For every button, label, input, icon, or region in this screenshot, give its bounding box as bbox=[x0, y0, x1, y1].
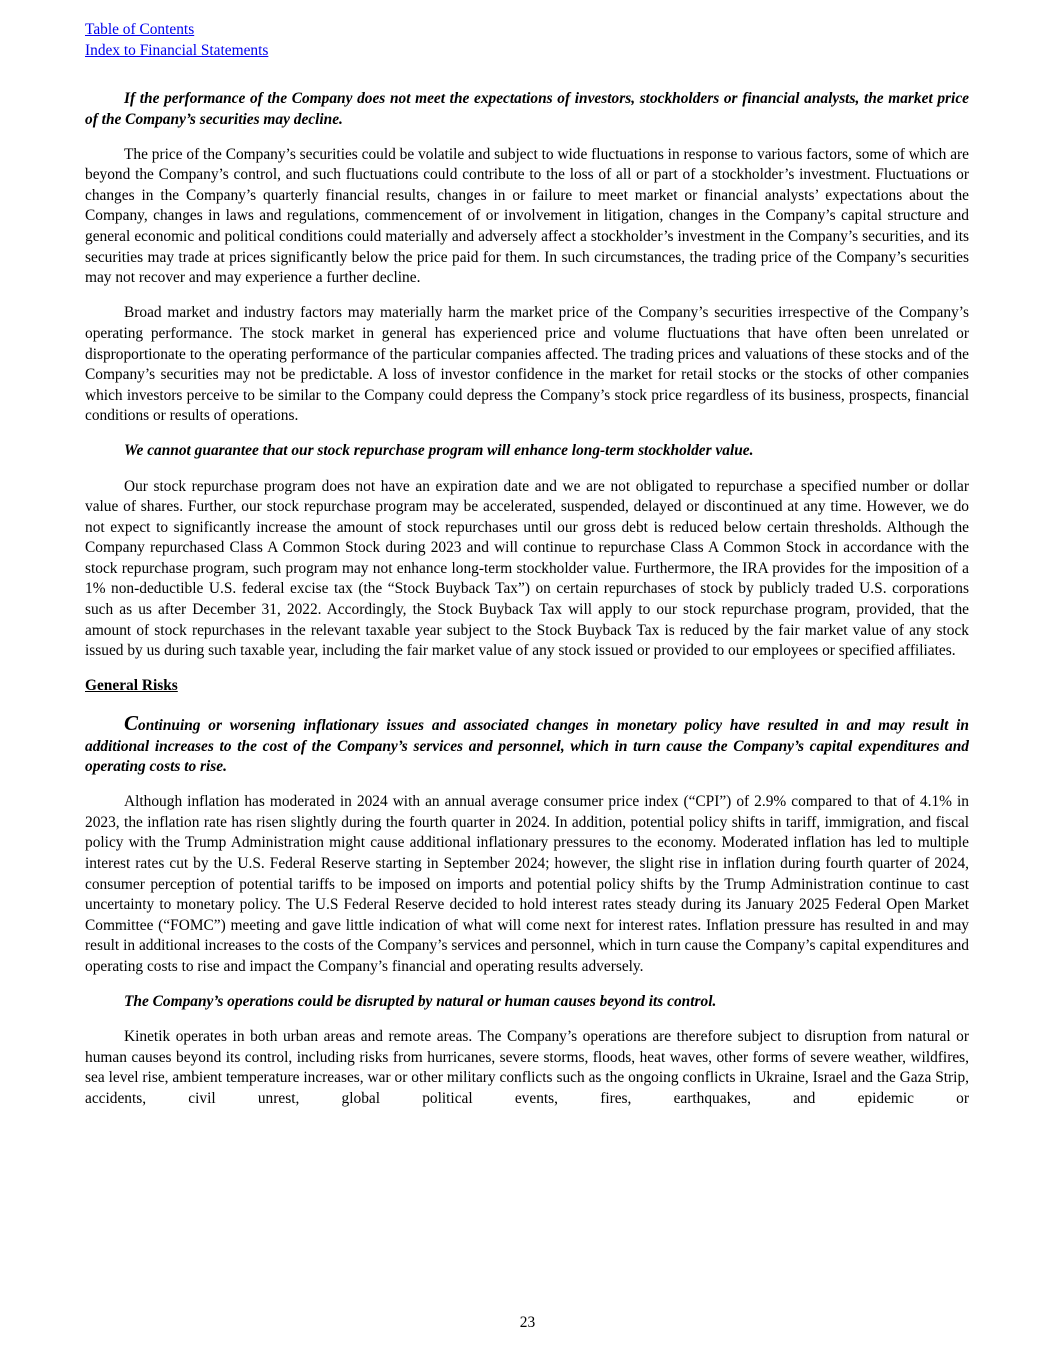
risk-heading-disruption: The Company’s operations could be disrupted by natural or human causes beyond its control. bbox=[124, 993, 717, 1011]
paragraph-price-volatility: The price of the Company’s securities could be volatile and subject to wide fluctuations in response to various factors, some of which are beyond the Company’s control, and such fluctuations could contribute to the loss of all or part of a stockholder’s investment. Fluctuations or changes in the Company’s quarterly financial results, changes in or failure to meet market or financial analysts’ expectations about the Company, changes in laws and regulations, commencement of or involvement in litigation, changes in the Company’s capital structure and general economic and political conditions could materially and adversely affect a stockholder’s investment in the Company’s securities, and its securities may trade at prices significantly below the price paid for them. In such circumstances, the trading price of the Company’s securities may not recover and may experience a further decline. bbox=[85, 145, 969, 287]
index-to-financial-statements-link[interactable]: Index to Financial Statements bbox=[85, 42, 269, 59]
paragraph-disruption: Kinetik operates in both urban areas and remote areas. The Company’s operations are therefore subject to disruption from natural or human causes beyond its control, including risks from hurricanes, severe storms, floods, heat waves, other forms of severe weather, wildfires, sea level rise, ambient temperature increases, war or other military conflicts such as the ongoing conflicts in Ukraine, Israel and the Gaza Strip, accidents, civil unrest, global political events, fires, earthquakes, and epidemic or bbox=[85, 1028, 969, 1107]
heading-text: ontinuing or worsening inflationary issues and associated changes in monetary policy have resulted in and may result in additional increases to the cost of the Company’s services and personnel, which in turn cause the Company’s capital expenditures and operating costs to rise. bbox=[85, 716, 969, 776]
table-of-contents-link[interactable]: Table of Contents bbox=[85, 21, 195, 38]
document-body bbox=[85, 89, 969, 1110]
risk-heading-repurchase: We cannot guarantee that our stock repurchase program will enhance long-term stockholder value. bbox=[124, 442, 754, 460]
navigation-links bbox=[85, 19, 268, 61]
section-title-general-risks: General Risks bbox=[85, 677, 178, 695]
paragraph-repurchase-program: Our stock repurchase program does not have an expiration date and we are not obligated to repurchase a specified number or dollar value of shares. Further, our stock repurchase program may be accelerated, suspended, delayed or discontinued at any time. However, we do not expect to significantly increase the amount of stock repurchases until our gross debt is reduced below certain thresholds. Although the Company repurchased Class A Common Stock during 2023 and will continue to repurchase Class A Common Stock in accordance with the stock repurchase program, such program may not enhance long-term stockholder value. Furthermore, the IRA provides for the imposition of a 1% non-deductible U.S. federal excise tax (the “Stock Buyback Tax”) on certain repurchases of stock by publicly traded U.S. corporations such as us after December 31, 2022. Accordingly, the Stock Buyback Tax will apply to our stock repurchase program, provided, that the amount of stock repurchases in the relevant taxable year subject to the Stock Buyback Tax is reduced by the fair market value of any stock issued by us during such taxable year, including the fair market value of any stock issued or provided to our employees or specified affiliates. bbox=[85, 477, 969, 660]
risk-heading-market-price: If the performance of the Company does not meet the expectations of investors, stockholders or financial analysts, the market price of the Company’s securities may decline. bbox=[85, 90, 969, 128]
drop-letter: C bbox=[124, 710, 139, 735]
page-number: 23 bbox=[519, 1314, 536, 1331]
paragraph-inflation: Although inflation has moderated in 2024 with an annual average consumer price index (“CPI”) of 2.9% compared to that of 4.1% in 2023, the inflation rate has risen slightly during the fourth quarter in 2024. In addition, potential policy shifts in tariff, immigration, and fiscal policy with the Trump Administration might cause additional inflationary pressures to the economy. Moderated inflation has led to multiple interest rates cut by the U.S. Federal Reserve starting in September 2024; however, the slight rise in inflation during fourth quarter of 2024, consumer perception of potential tariffs to be imposed on imports and potential policy shifts by the Trump Administration continue to cast uncertainty to monetary policy. The U.S Federal Reserve decided to hold interest rates steady during its January 2025 Federal Open Market Committee (“FOMC”) meeting and gave little indication of what will come next for interest rates. Inflation pressure has resulted in and may result in additional increases to the costs of the Company’s services and personnel, which in turn cause the Company’s capital expenditures and operating costs to rise and impact the Company’s financial and operating results adversely. bbox=[85, 793, 969, 975]
risk-heading-inflation bbox=[85, 710, 969, 778]
paragraph-broad-market: Broad market and industry factors may materially harm the market price of the Company’s securities irrespective of the Company’s operating performance. The stock market in general has experienced price and volume fluctuations that have often been unrelated or disproportionate to the operating performance of the particular companies affected. The trading prices and valuations of these stocks and of the Company’s securities may not be predictable. A loss of investor confidence in the market for retail stocks or the stocks of other companies which investors perceive to be similar to the Company could depress the Company’s stock price regardless of its business, prospects, financial conditions or results of operations. bbox=[85, 304, 969, 425]
